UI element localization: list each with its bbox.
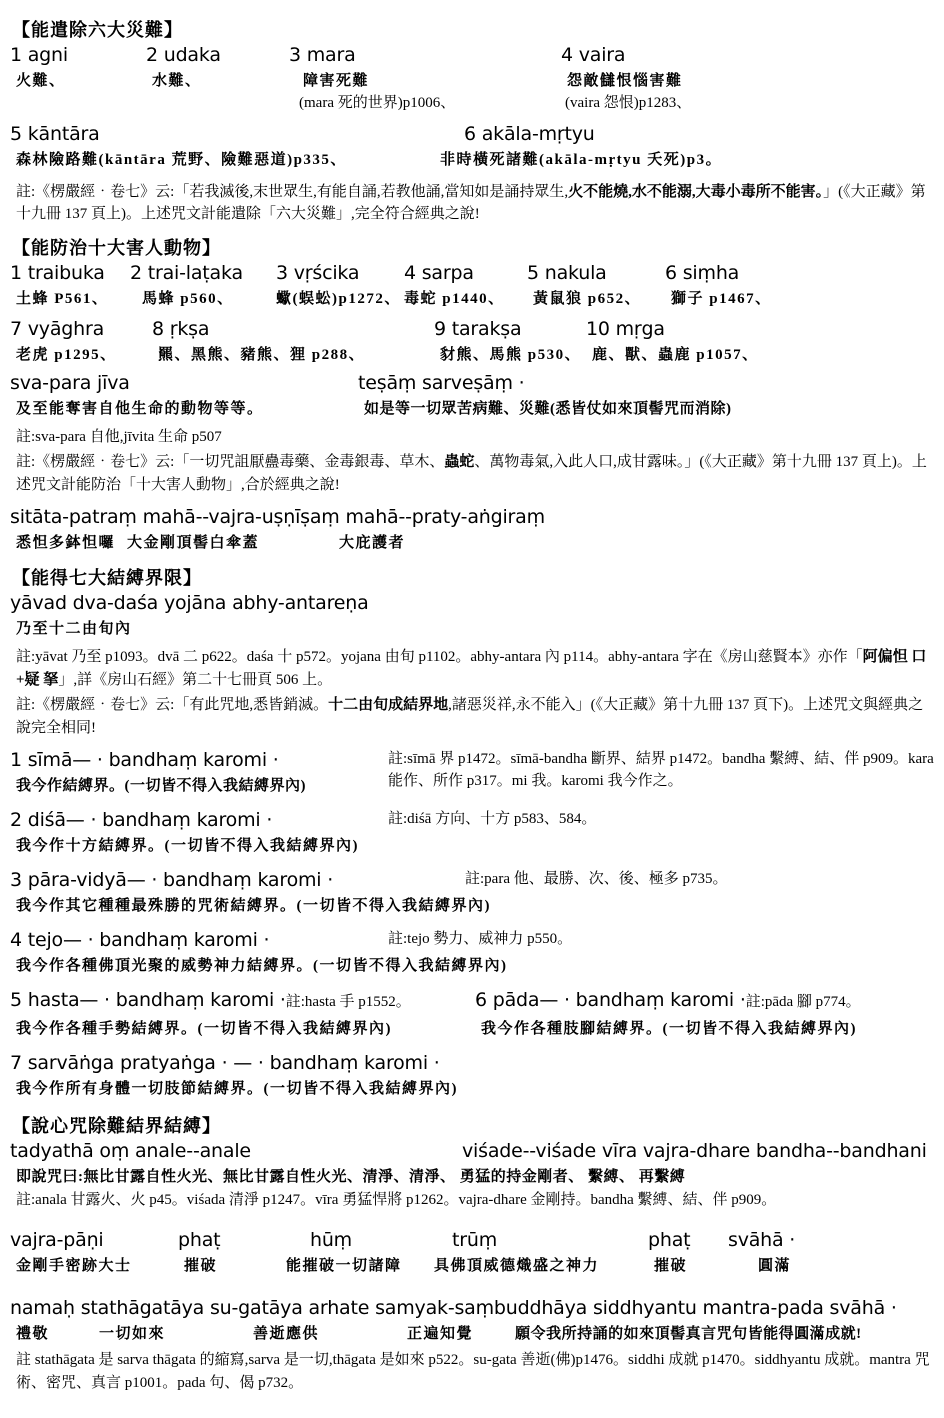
- tesam-sarvesam: [358, 372, 732, 418]
- gloss: 摧破: [184, 1258, 218, 1275]
- term: 5 kāntāra: [10, 122, 100, 145]
- term: 7 sarvāṅga pratyaṅga · — · bandhaṃ karomi ·: [10, 1051, 440, 1074]
- animal-row-2: [10, 318, 936, 364]
- animal-rksa: [152, 318, 434, 364]
- calamity-agni: [10, 44, 146, 90]
- dictionary-note: 註 stathāgata 是 sarva thāgata 的縮寫,sarva 是一切,thāgata 是如來 p522。su-gata 善逝(佛)p1476。siddhi 成就 p1470。siddhyantu 成就。mantra 咒術、密咒、真言 p1001。pada 句、偈 p732。: [16, 1352, 930, 1391]
- item-left: [10, 869, 491, 915]
- gloss: 一切如來: [99, 1326, 166, 1343]
- gloss: 土蜂 P561、: [16, 290, 109, 307]
- gloss: 我今作其它種種最殊勝的咒術結縛界。(一切皆不得入我結縛界內): [16, 898, 491, 914]
- boundary-item-3: [10, 869, 936, 915]
- boundary-item-7: [10, 1052, 936, 1098]
- term: 3 pāra-vidyā— · bandhaṃ karomi ·: [10, 869, 334, 891]
- note-text: 」,詳《房山石經》第二十七冊頁 506 上。: [58, 671, 333, 688]
- gloss: 鹿、獸、蟲鹿 p1057、: [592, 346, 759, 363]
- vajrapani-row: [10, 1229, 936, 1275]
- term: 2 diśā— · bandhaṃ karomi ·: [10, 809, 273, 831]
- gloss: 及至能奪害自他生命的動物等等。: [16, 400, 264, 417]
- note-bold: 十二由旬成結界地: [328, 697, 449, 713]
- gloss: 我今作十方結縛界。(一切皆不得入我結縛界內): [16, 838, 359, 854]
- sutra-note: [16, 181, 936, 226]
- note-text: 」(《大正藏》第十九冊 137 頁上)。上述咒文計能遣除「六大災難」,完全符合經典之說!: [16, 183, 926, 222]
- gloss: 毒蛇 p1440、: [404, 290, 505, 307]
- boundary-item-2: [10, 809, 936, 855]
- term: 6 pāda— · bandhaṃ karomi ·: [475, 989, 746, 1011]
- word-svaha: [728, 1229, 795, 1275]
- sitatapatra-line: [10, 506, 936, 552]
- mantra-latin: viśade--viśade vīra vajra-dhare bandha--bandhani: [462, 1139, 927, 1162]
- term: 10 mṛga: [586, 317, 665, 340]
- gloss: 禮敬: [16, 1326, 50, 1343]
- mantra-word: phaṭ: [648, 1229, 691, 1252]
- note-text: 註:《楞嚴經‧卷七》云:「一切咒詛厭蠱毒藥、金毒銀毒、草木、: [16, 454, 445, 470]
- mantra-latin: tadyathā oṃ anale--anale: [10, 1139, 251, 1162]
- note-bold: 阿偏怛 口+疑 拏: [16, 649, 927, 688]
- term: 5 nakula: [527, 261, 607, 284]
- animal-vrscika: [276, 262, 404, 308]
- mantra-latin: namaḥ stathāgatāya su-gatāya arhate samyak-saṃbuddhāya siddhyantu mantra-pada svāhā ·: [10, 1297, 897, 1320]
- note-text: 、萬物毒氣,入此人口,成甘露味。」(《大正藏》第十九冊 137 頁上)。上述咒文計能防治「十大害人動物」,合於經典之說!: [16, 454, 927, 493]
- note-text: 註:yāvat 乃至 p1093。dvā 二 p622。daśa 十 p572。yojana 由旬 p1102。abhy-antara 內 p114。abhy-antara 字在《房山慈賢本》亦作「: [16, 649, 863, 665]
- item-note: 註:tejo 勢力、威神力 p550。: [388, 931, 573, 947]
- word-vajrapani: [10, 1229, 178, 1275]
- mantra-latin: yāvad dva-daśa yojāna abhy-antareṇa: [10, 592, 369, 614]
- gloss: 怨敵讎恨惱害難: [567, 73, 683, 89]
- term: 4 sarpa: [404, 261, 474, 284]
- term: 6 siṃha: [665, 261, 740, 284]
- boundary-item-5: [10, 989, 475, 1038]
- calamity-mara: [289, 44, 561, 115]
- gloss: 圓滿: [758, 1258, 792, 1275]
- section-title: 【說心咒除難結界結縛】: [12, 1115, 221, 1136]
- boundary-item-6: [475, 989, 861, 1038]
- calamity-row-2: [10, 123, 936, 169]
- boundary-item-4: [10, 929, 936, 975]
- term: 8 ṛkṣa: [152, 317, 210, 340]
- mantra-gloss-row: [16, 531, 936, 552]
- animal-trailataka: [130, 262, 276, 308]
- boundary-item-1: [10, 749, 936, 795]
- gloss: 大庇護者: [339, 535, 406, 551]
- term: 3 mara: [289, 44, 356, 66]
- gloss: 黃鼠狼 p652、: [533, 290, 642, 307]
- gloss: 正遍知覺: [407, 1326, 474, 1343]
- mantra-word: trūṃ: [452, 1229, 498, 1252]
- mantra-word: svāhā ·: [728, 1229, 796, 1252]
- gloss: 能摧破一切諸障: [286, 1258, 402, 1275]
- term: 1 traibuka: [10, 261, 105, 284]
- heart-mantra-latin-row: [10, 1140, 936, 1162]
- calamity-kantara: [10, 123, 434, 169]
- animal-vyaghra: [10, 318, 152, 364]
- term: 1 sīmā— · bandhaṃ karomi ·: [10, 749, 279, 771]
- section-title: 【能得七大結縛界限】: [12, 568, 202, 588]
- animal-nakula: [527, 262, 665, 308]
- section-homage: [10, 1297, 936, 1394]
- item-note: 註:sīmā 界 p1472。sīmā-bandha 斷界、結界 p1472。bandha 繫縛、結、伴 p909。kara 能作、所作 p317。mi 我。karomi 我今作之。: [388, 751, 934, 789]
- sutra-note: [16, 694, 936, 739]
- section-six-calamities: [10, 16, 936, 226]
- gloss: 悉怛多鉢怛囉: [16, 535, 116, 551]
- animal-mrga: [586, 318, 759, 364]
- animal-taraksa: [434, 318, 586, 364]
- calamity-vaira: [561, 44, 691, 115]
- note-text: 註:《楞嚴經‧卷七》云:「若我滅後,末世眾生,有能自誦,若教他誦,當知如是誦持眾生,: [16, 183, 569, 200]
- animal-row-1: [10, 262, 936, 308]
- term: 5 hasta— · bandhaṃ karomi ·: [10, 989, 286, 1011]
- gloss: 獅子 p1467、: [671, 290, 772, 307]
- term: 4 tejo— · bandhaṃ karomi ·: [10, 929, 270, 951]
- section-heart-mantra: [10, 1112, 936, 1276]
- gloss: 金剛手密跡大士: [16, 1258, 132, 1275]
- animal-sarpa: [404, 262, 527, 308]
- gloss: 森林險路難(kāntāra 荒野、險難惡道)p335、: [16, 151, 347, 168]
- term: 7 vyāghra: [10, 317, 105, 340]
- gloss-ref: (mara 死的世界)p1006、: [299, 95, 456, 111]
- sutra-note: [16, 451, 936, 496]
- gloss: 羆、黑熊、豬熊、狸 p288、: [158, 346, 366, 363]
- svapara-note: 註:sva-para 自他,jīvita 生命 p507: [16, 428, 222, 445]
- section-ten-animals: [10, 234, 936, 497]
- gloss: 具佛頂威德熾盛之神力: [434, 1258, 600, 1275]
- gloss: 馬蜂 p560、: [142, 290, 234, 307]
- word-phat-2: [648, 1229, 728, 1275]
- mantra-word: vajra-pāṇi: [10, 1229, 104, 1252]
- mantra-word: hūṃ: [310, 1229, 352, 1252]
- term: 2 udaka: [146, 44, 221, 66]
- gloss: 老虎 p1295、: [16, 346, 117, 363]
- gloss: 乃至十二由旬內: [16, 621, 132, 637]
- calamity-udaka: [146, 44, 289, 90]
- section-title: 【能遣除六大災難】: [12, 20, 183, 40]
- word-hum: [286, 1229, 452, 1275]
- animal-simha: [665, 262, 772, 308]
- boundary-items-5-6: [10, 989, 936, 1038]
- gloss: 摧破: [654, 1258, 688, 1275]
- word-trum: [434, 1229, 648, 1275]
- section-seven-boundaries: [10, 564, 936, 1098]
- gloss: 大金剛頂髻白傘蓋: [127, 535, 260, 551]
- animal-traibuka: [10, 262, 130, 308]
- mantra-word: phaṭ: [178, 1229, 221, 1252]
- homage-gloss-row: [16, 1322, 936, 1343]
- item-left: [10, 749, 388, 795]
- item-left: [10, 809, 388, 855]
- section-title: 【能防治十大害人動物】: [12, 237, 221, 258]
- term: 3 vṛścika: [276, 261, 360, 284]
- item-note: 註:hasta 手 p1552。: [285, 994, 411, 1010]
- term: sva-para jīva: [10, 371, 130, 394]
- item-note: 註:diśā 方向、十方 p583、584。: [388, 811, 597, 827]
- gloss: 水難、: [152, 73, 202, 89]
- note-text: ,諸惡災祥,永不能入」(《大正藏》第十九冊 137 頁下)。上述咒文與經典之說完全相同!: [16, 697, 924, 736]
- gloss-ref: (vaira 怨恨)p1283、: [565, 95, 692, 111]
- gloss: 善逝應供: [253, 1326, 320, 1343]
- gloss: 我今作結縛界。(一切皆不得入我結縛界內): [16, 778, 306, 794]
- note-bold: 火不能燒,水不能溺,大毒小毒所不能害。: [568, 183, 824, 200]
- dictionary-note: 註:anala 甘露火、火 p45。viśada 清淨 p1247。vīra 勇猛悍將 p1262。vajra-dhare 金剛持。bandha 繫縛、結、伴 p909。: [16, 1191, 777, 1208]
- note-text: 註:《楞嚴經‧卷七》云:「有此咒地,悉皆銷滅。: [16, 697, 329, 713]
- term: 2 trai-laṭaka: [130, 261, 243, 284]
- note-bold: 蟲蛇: [444, 454, 475, 470]
- gloss: 即說咒曰:無比甘露自性火光、無比甘露自性火光、清淨、清淨、 勇猛的持金剛者、 繫縛、 再繫縛: [16, 1168, 686, 1185]
- item-note: 註:pāda 腳 p774。: [745, 994, 861, 1010]
- term: 6 akāla-mṛtyu: [464, 122, 595, 145]
- gloss: 非時橫死諸難(akāla-mṛtyu 夭死)p3。: [440, 151, 723, 168]
- term: 1 agni: [10, 44, 68, 66]
- gloss: 如是等一切眾苦病難、災難(悉皆仗如來頂髻咒而消除): [364, 400, 732, 417]
- calamity-row-1: [10, 44, 936, 115]
- calamity-akala-mrtyu: [434, 123, 722, 169]
- sva-para-jiva: [10, 372, 358, 418]
- gloss: 我今作所有身體一切肢節結縛界。(一切皆不得入我結縛界內): [16, 1080, 458, 1097]
- term: 9 tarakṣa: [434, 317, 522, 340]
- gloss: 豺熊、馬熊 p530、: [440, 346, 582, 363]
- term: 4 vaira: [561, 44, 626, 66]
- gloss: 我今作各種手勢結縛界。(一切皆不得入我結縛界內): [16, 1020, 392, 1037]
- item-note: 註:para 他、最勝、次、後、極多 p735。: [465, 871, 728, 887]
- gloss: 障害死難: [303, 73, 370, 89]
- mantra-latin: sitāta-patraṃ mahā--vajra-uṣṇīṣaṃ mahā--praty-aṅgiraṃ: [10, 506, 545, 528]
- gloss: 我今作各種佛頂光聚的威勢神力結縛界。(一切皆不得入我結縛界內): [16, 958, 508, 974]
- animal-row-3: [10, 372, 936, 418]
- gloss: 願令我所持誦的如來頂髻真言咒句皆能得圓滿成就!: [515, 1326, 862, 1343]
- dictionary-note: [16, 646, 936, 691]
- gloss: 我今作各種肢腳結縛界。(一切皆不得入我結縛界內): [481, 1020, 857, 1037]
- gloss: 蠍(蜈蚣)p1272、: [276, 290, 401, 307]
- gloss: 火難、: [16, 73, 66, 89]
- term: teṣāṃ sarveṣāṃ ·: [358, 371, 525, 394]
